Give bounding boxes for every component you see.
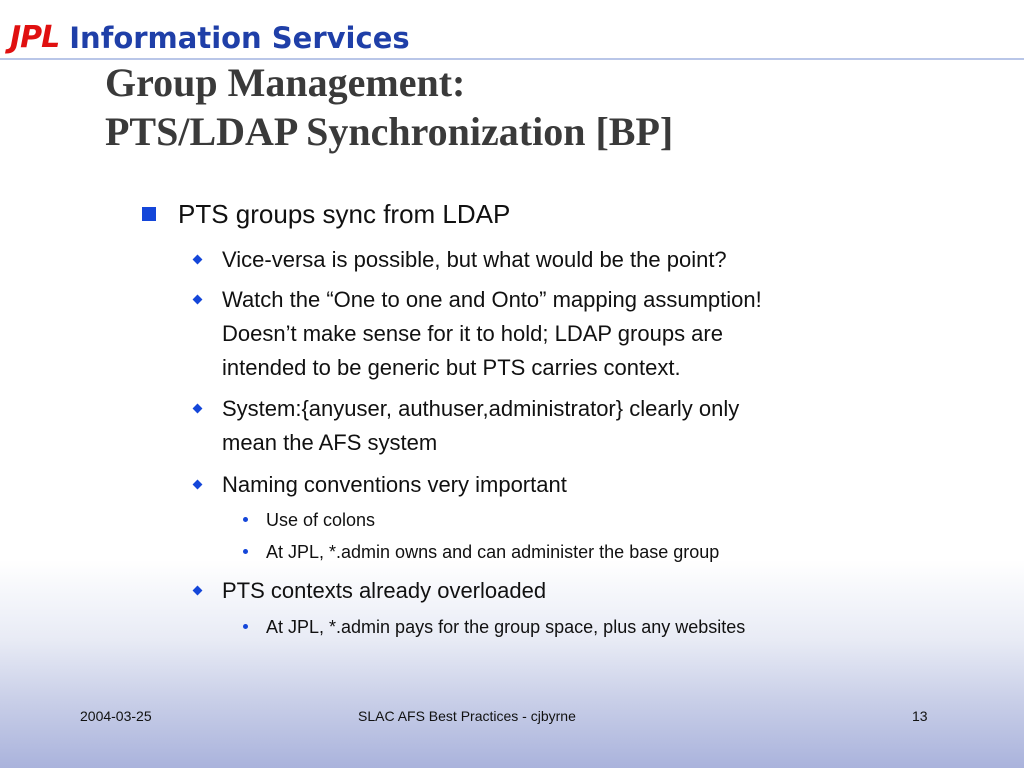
logo-service-text: Information Services [69,21,410,55]
bullet-sub-4-a: Use of colons [266,510,376,530]
logo-jpl-text: JPL [10,20,60,55]
dot-bullet-icon [243,549,248,554]
bullet-sub-4: Naming conventions very important [222,472,567,497]
bullet-sub-5: PTS contexts already overloaded [222,578,547,603]
square-bullet-icon [142,207,156,221]
bullet-sub-2-line2: Doesn’t make sense for it to hold; LDAP groups are [222,321,723,346]
bullet-sub-3 [222,392,739,460]
bullet-sub-2-line3: intended to be generic but PTS carries context. [222,355,681,380]
bullet-sub-3-line1: System:{anyuser, authuser,administrator} clearly only [222,396,740,421]
footer-page-number: 13 [912,708,928,724]
bullet-sub-1: Vice-versa is possible, but what would be the point? [222,247,727,272]
diamond-bullet-icon [193,480,203,490]
slide-title-line2: PTS/LDAP Synchronization [BP] [105,109,674,154]
diamond-bullet-icon [193,586,203,596]
bullet-sub-2-line1: Watch the “One to one and Onto” mapping assumption! [222,287,762,312]
bullet-main: PTS groups sync from LDAP [178,199,511,229]
jpl-logo [10,22,410,54]
footer-title: SLAC AFS Best Practices - cjbyrne [358,708,576,724]
diamond-bullet-icon [193,404,203,414]
footer-date: 2004-03-25 [80,708,152,724]
dot-bullet-icon [243,624,248,629]
slide-title [105,58,673,156]
diamond-bullet-icon [193,295,203,305]
bullet-sub-4-b: At JPL, *.admin owns and can administer the base group [266,542,720,562]
slide-title-line1: Group Management: [105,60,466,105]
diamond-bullet-icon [193,255,203,265]
dot-bullet-icon [243,517,248,522]
bullet-sub-2 [222,283,762,385]
bullet-sub-5-a: At JPL, *.admin pays for the group space, plus any websites [266,617,746,637]
bullet-sub-3-line2: mean the AFS system [222,430,438,455]
